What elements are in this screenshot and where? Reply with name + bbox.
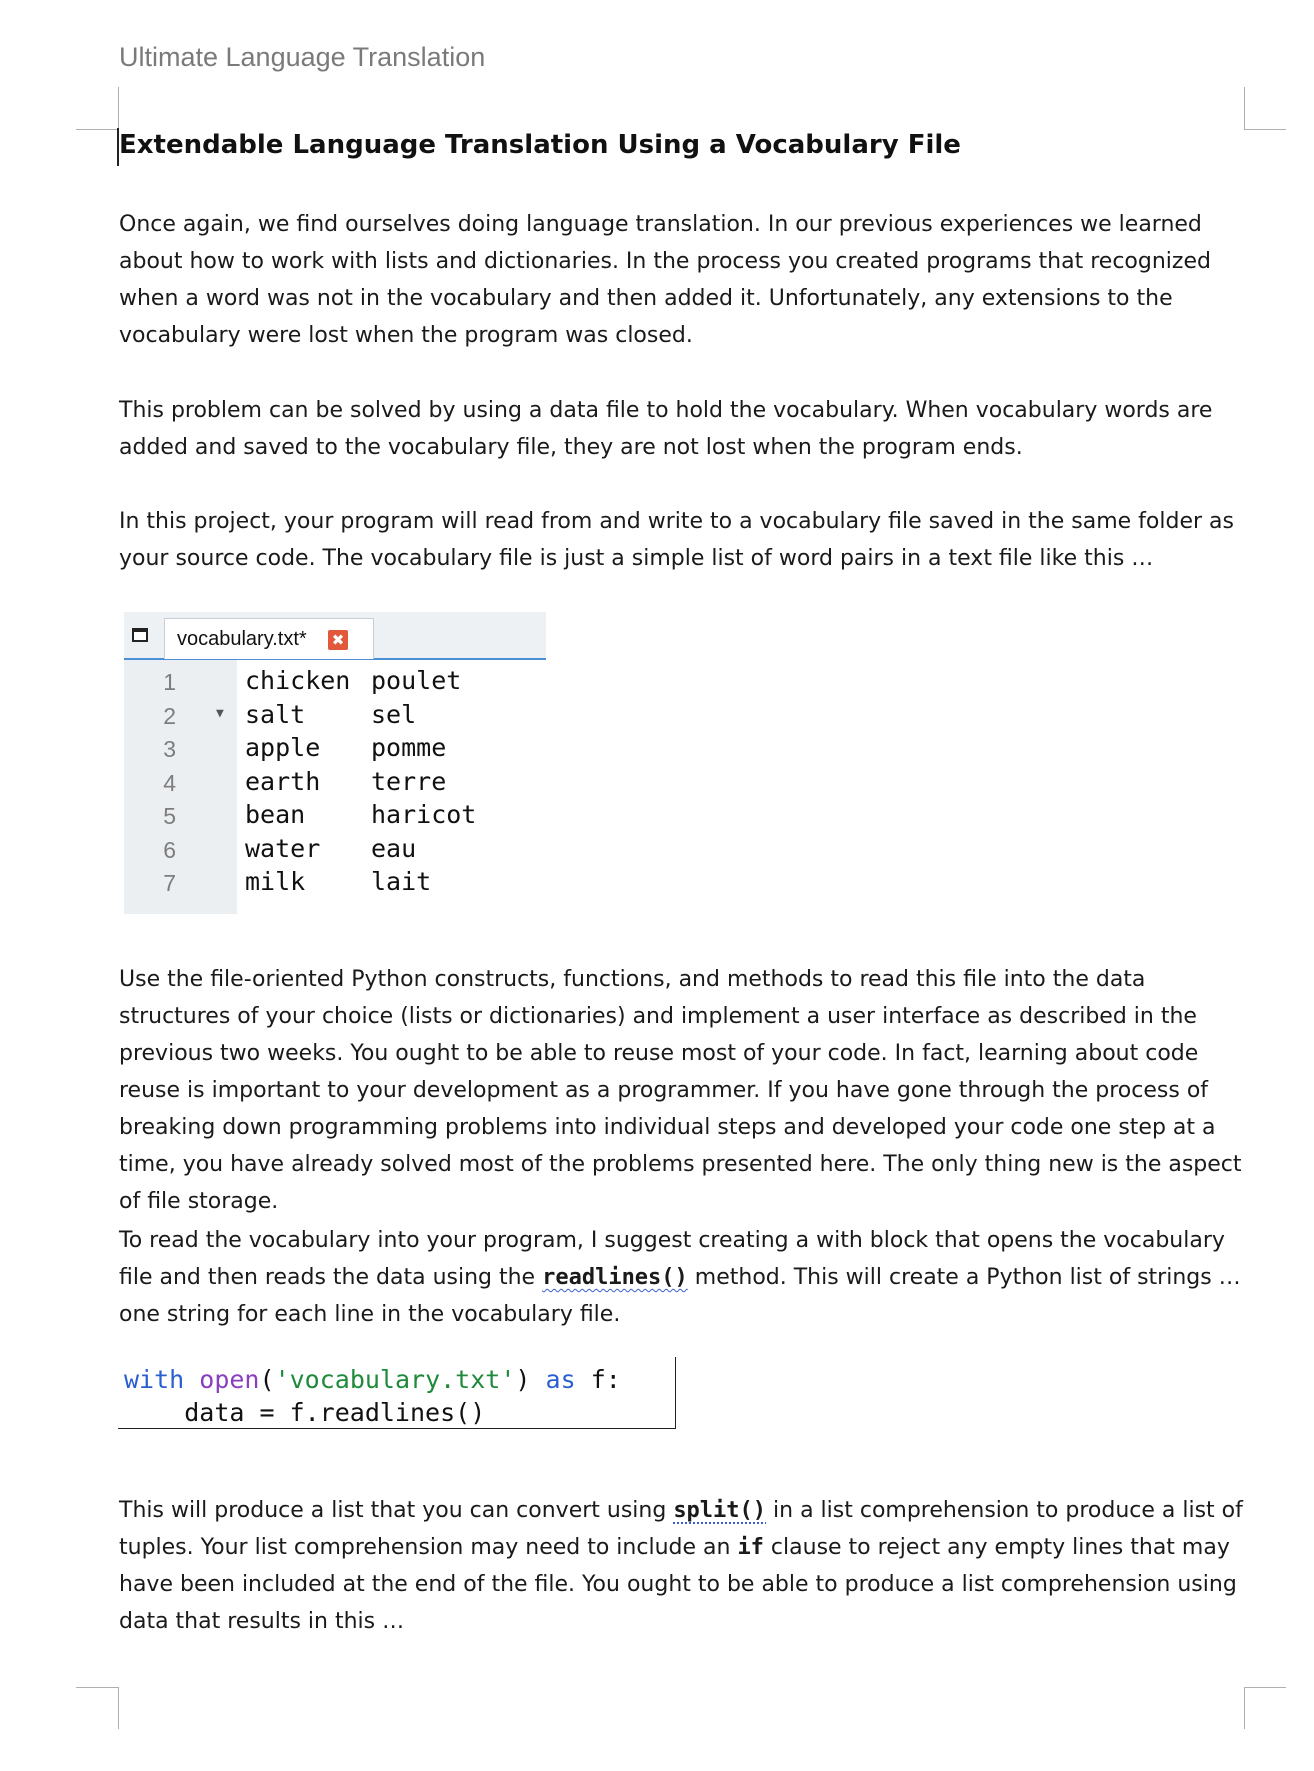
vocabulary-line	[124, 834, 546, 868]
line-number: 3	[163, 736, 176, 762]
inline-code-split: split()	[673, 1498, 767, 1523]
paragraph-readlines-text: To read the vocabulary into your program, I suggest creating a with block that opens the vocabulary file and then reads the data using the	[119, 1228, 1225, 1290]
editor-tab-bar	[124, 612, 546, 660]
code-text	[124, 1363, 621, 1429]
code-keyword-as: as	[545, 1365, 576, 1394]
vocabulary-lines	[124, 666, 546, 901]
line-number: 5	[163, 803, 176, 829]
vocab-translation: sel	[371, 699, 417, 729]
vocab-word: water	[245, 833, 321, 863]
code-block-bottom-border	[118, 1428, 676, 1429]
margin-corner-bottom-right	[1244, 1687, 1286, 1688]
code-keyword-with: with	[124, 1365, 185, 1394]
inline-code-if: if	[737, 1535, 764, 1560]
paragraph-readlines[interactable]	[119, 1222, 1249, 1333]
vocab-word: apple	[245, 733, 321, 762]
vocab-word: bean	[245, 800, 306, 829]
editor-tab-label: vocabulary.txt*	[177, 628, 307, 650]
line-number: 7	[163, 870, 176, 896]
line-number: 2	[163, 702, 176, 729]
window-icon	[132, 628, 148, 642]
document-title[interactable]: Extendable Language Translation Using a Vocabulary File	[119, 130, 961, 160]
vocab-word: milk	[245, 867, 306, 896]
paragraph-intro[interactable]: Once again, we find ourselves doing language translation. In our previous experiences we learned about how to work with lists and dictionaries. In the process you created programs that recognized when a word was not in the vocabulary and then added it. Unfortunately, any extensions to the vocabulary were lost when the program was closed.	[119, 212, 1211, 348]
margin-corner-bottom-left-vertical	[118, 1687, 119, 1729]
margin-corner-bottom-left	[76, 1687, 118, 1688]
vocabulary-line	[124, 700, 546, 734]
margin-corner-top-right-vertical	[1244, 87, 1245, 129]
fold-arrow-icon: ▼	[216, 705, 224, 721]
paragraph-data-file[interactable]: This problem can be solved by using a data file to hold the vocabulary. When vocabulary words are added and saved to the vocabulary file, they are not lost when the program ends.	[119, 398, 1213, 460]
vocabulary-line	[124, 800, 546, 834]
line-number: 1	[163, 669, 176, 695]
code-block[interactable]	[118, 1357, 676, 1429]
code-paren-close: )	[515, 1365, 531, 1394]
vocab-translation: lait	[371, 867, 432, 896]
code-var-f: f:	[590, 1365, 621, 1394]
vocab-translation: poulet	[371, 666, 462, 695]
margin-corner-top-right	[1244, 129, 1286, 130]
line-number: 4	[163, 769, 176, 796]
vocabulary-editor-screenshot	[124, 612, 546, 914]
paragraph-instructions[interactable]: Use the file-oriented Python constructs, functions, and methods to read this file into the data structures of your choice (lists or dictionaries) and implement a user interface as described in the previous two weeks. You ought to be able to reuse most of your code. In fact, learning about code reuse is important to your development as a programmer. If you have gone through the process of breaking down programming problems into individual steps and developed your code one step at a time, you have already solved most of the problems presented here. The only thing new is the aspect of file storage.	[119, 967, 1242, 1214]
code-builtin-open: open	[199, 1365, 260, 1394]
margin-corner-bottom-right-vertical	[1244, 1687, 1245, 1729]
paragraph-split[interactable]	[119, 1492, 1249, 1640]
line-number: 6	[163, 836, 176, 863]
paragraph-split-text-end: clause to reject any empty lines that may have been included at the end of the file. You ought to be able to produce a list comprehension using data that results in this …	[119, 1535, 1237, 1634]
vocabulary-line	[124, 767, 546, 801]
code-paren-open: (	[259, 1365, 275, 1394]
code-block-right-border	[675, 1357, 676, 1429]
document-header: Ultimate Language Translation	[119, 42, 486, 72]
paragraph-split-text-mid: in a list comprehension to produce a list of tuples. Your list comprehension may need to include an	[119, 1498, 1243, 1560]
vocab-word: salt	[245, 699, 306, 729]
vocab-word: earth	[245, 766, 321, 796]
vocab-translation: pomme	[371, 733, 447, 762]
inline-code-readlines: readlines()	[542, 1265, 688, 1290]
paragraph-readlines-text-end: method. This will create a Python list of strings … one string for each line in the vocabulary file.	[119, 1265, 1241, 1327]
vocabulary-line	[124, 867, 546, 901]
vocabulary-line	[124, 733, 546, 767]
paragraph-split-text: This will produce a list that you can convert using	[119, 1498, 674, 1523]
margin-corner-top-left	[76, 129, 118, 130]
paragraph-project[interactable]: In this project, your program will read from and write to a vocabulary file saved in the same folder as your source code. The vocabulary file is just a simple list of word pairs in a text file like this …	[119, 509, 1234, 571]
vocabulary-line	[124, 666, 546, 700]
close-icon: ✖	[328, 630, 348, 650]
code-string-filename: 'vocabulary.txt'	[274, 1365, 516, 1394]
vocab-translation: haricot	[371, 800, 477, 829]
margin-corner-top-left-vertical	[118, 87, 119, 129]
editor-tab	[164, 618, 374, 659]
vocab-translation: terre	[371, 766, 447, 796]
vocab-word: chicken	[245, 666, 351, 695]
vocab-translation: eau	[371, 833, 417, 863]
code-line-readlines: data = f.readlines()	[184, 1398, 486, 1427]
